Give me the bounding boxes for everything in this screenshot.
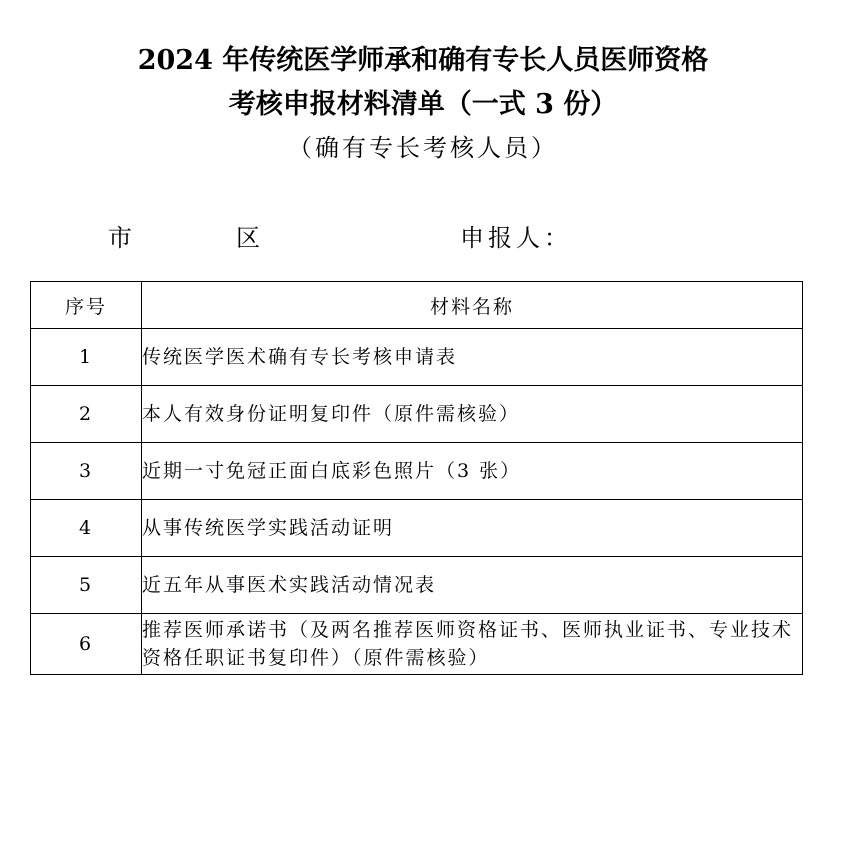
document-title-line-2: 考核申报材料清单（一式 3 份） [228,89,618,120]
row-material-name: 传统医学医术确有专长考核申请表 [142,329,803,386]
row-material-name: 近期一寸免冠正面白底彩色照片（3 张） [142,443,803,500]
row-material-name: 推荐医师承诺书（及两名推荐医师资格证书、医师执业证书、专业技术资格任职证书复印件）（原件需核验） [142,614,803,675]
district-label: 区 [236,224,264,252]
table-row [31,329,803,386]
row-number: 3 [31,443,142,500]
row-material-name: 近五年从事医术实践活动情况表 [142,557,803,614]
applicant-label: 申报人： [460,224,572,252]
table-row [31,386,803,443]
table-row [31,614,803,675]
document-title-line-1: 2024 年传统医学师承和确有专长人员医师资格 [137,45,709,76]
city-label: 市 [108,224,136,252]
table-row [31,443,803,500]
row-number: 6 [31,614,142,675]
table-row [31,500,803,557]
row-number: 1 [31,329,142,386]
table-row [31,557,803,614]
table-header-row [31,282,803,329]
header-number: 序号 [31,282,142,329]
row-number: 5 [31,557,142,614]
document-subtitle: （确有专长考核人员） [288,134,558,162]
materials-table [30,281,803,675]
row-material-name: 本人有效身份证明复印件（原件需核验） [142,386,803,443]
header-material-name: 材料名称 [142,282,803,329]
row-number: 4 [31,500,142,557]
row-number: 2 [31,386,142,443]
row-material-name: 从事传统医学实践活动证明 [142,500,803,557]
